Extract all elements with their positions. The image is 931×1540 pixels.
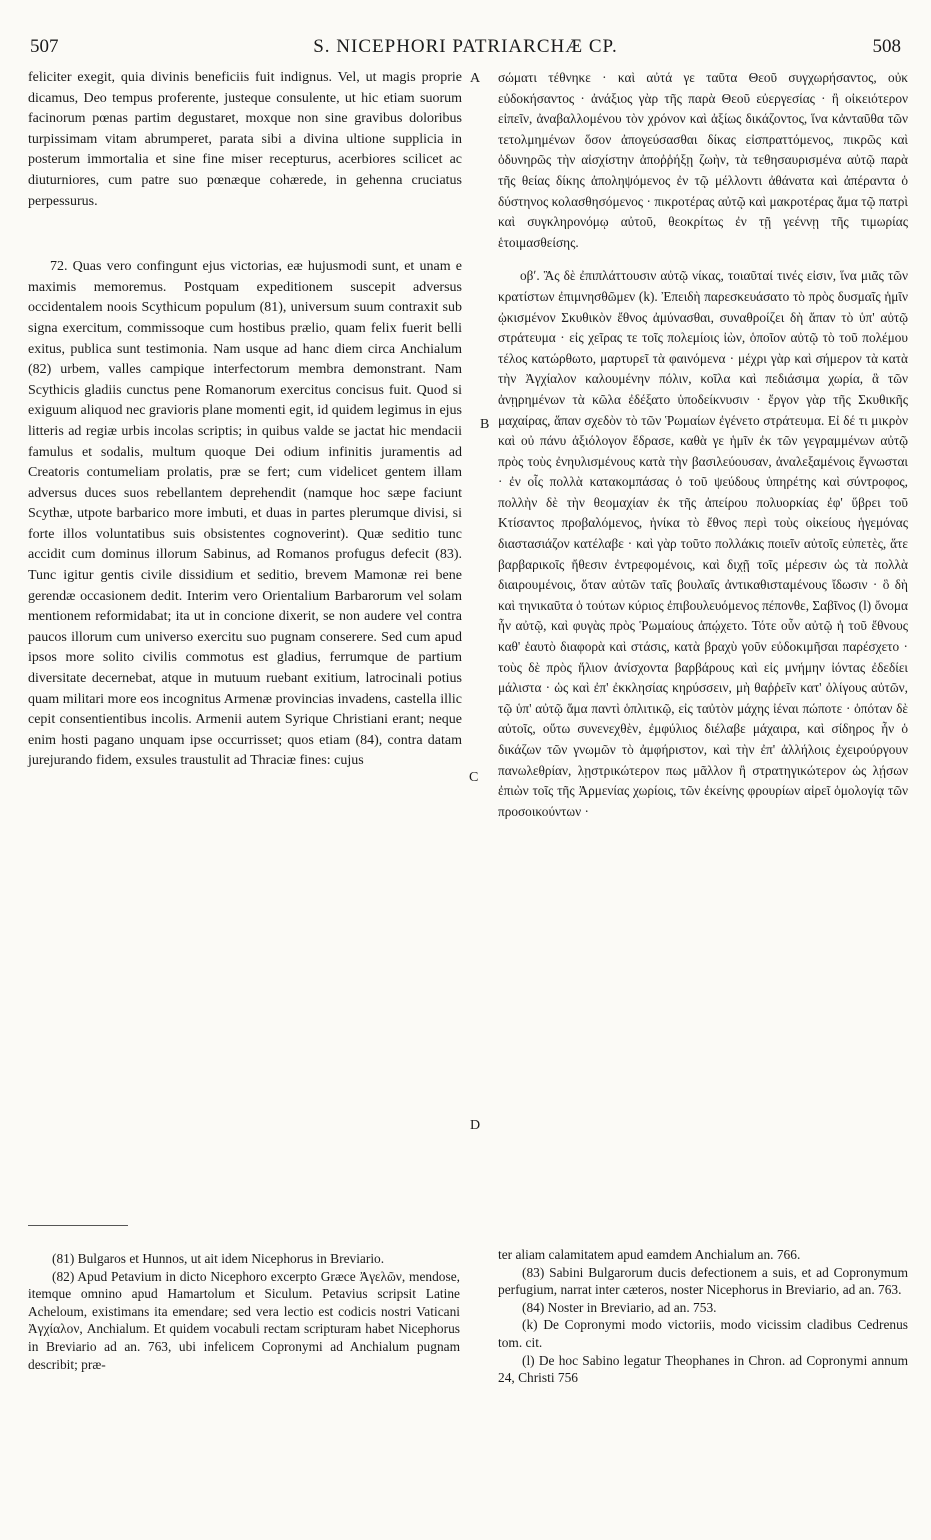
footnote-k: (k) De Copronymi modo victoriis, modo vicissim cladibus Cedrenus tom. cit. [498,1317,908,1350]
page-number-right: 508 [872,36,901,57]
margin-marker-b: B [480,417,490,432]
latin-paragraph-72: 72. Quas vero confingunt ejus victorias, eæ hujusmodi sunt, et unam e maximis memoremus. Postquam expeditionem suscepit adversus occidentalem noois Scythicum populum (81), universum suum contraxit sub signa exercitum, commissoque cum hostibus prælio, quam felix fuerit belli exitus, publica sunt testimonia. Nam usque ad hanc diem circa Anchialum (82) urbem, valles campique interfectorum membra demonstrant. Nam Scythicis gladiis cunctus pene Romanorum exercitus concisus fuit. Quod si exiguum aliquod nec gravioris plane momenti egit, id quidem legimus in ejus litteris ad regiæ urbis incolas scriptis; in quibus valde se jactat hic mendacii famulus et sodalis, multum quoque Dei odium infinitis juramentis ad Creatoris contumeliam prolatis, præ se fert; cum videlicet gentem illam adversus duces suos rebellantem deprehendit (namque hoc sæpe faciunt Scythæ, utpote barbarico more imbuti, et duas in partes plerumque divisi, si forte illos voluntatibus suis obsistentes cognoverint). Quæ seditio tunc accidit cum dominus illorum Sabinus, ad Romanos profugus defecit (83). Tunc igitur gentis civile dissidium et seditio, brevem Mamonæ rei bene gerendæ occasionem dedit. Interim vero Orientalium Barbarorum vel solam mentionem reformidabat; ita ut in concione dixerit, se non audere vel contra paucos illorum cum universo exercitu suo pugnam conserere. Sed cum apud ipsos more solito civilis commotus est gladius, ferrumque de partium diversitate decernebat, atque in mutuum ruebant exitium, latrocinali potius quam militari more eos incognitus Armenæ provincias invadens, castella illic cepit consentientibus incolis. Armenii autem Syrique Christiani erant; neque enim hosti pagano unquam ipse occurrisset; quos etiam (84), contra datam jurejurando fidem, exsules traustulit ad Thraciæ fines: cujus [28,259,462,769]
page-header [30,36,901,66]
margin-marker-a: A [470,71,481,86]
footnote-divider [28,1225,128,1226]
latin-column [28,68,462,772]
running-title: S. NICEPHORI PATRIARCHÆ CP. [313,36,618,57]
page-number-left: 507 [30,36,59,57]
footnote-82: (82) Apud Petavium in dicto Nicephoro excerpto Græce Ἀγελῶν, mendose, itemque omnino apud Hamartolum et Siculum. Petavius scripsit Latine Acheloum, existimans ita emendare; sed vera lectio est codicis nostri Vaticani Ἀγχίαλον, Anchialum. Et quidem vocabuli rectam scripturam habet Nicephorus in Breviario ad an. 763, ubi infelicem Copronymi ad Anchialum pugnam describit; præ- [28,1268,460,1372]
footnote-84: (84) Noster in Breviario, ad an. 753. [522,1299,717,1315]
footnote-83: (83) Sabini Bulgarorum ducis defectionem a suis, et ad Copronymum perfugium, narrat inter cæteros, noster Nicephorus in Breviario, ad an. 763. [498,1264,908,1298]
greek-column [498,68,908,822]
footnotes-right [498,1246,908,1387]
margin-marker-c: C [469,770,479,785]
greek-paragraph-72: οβʹ. Ἃς δὲ ἐπιπλάττουσιν αὐτῷ νίκας, τοιαῦταί τινές εἰσιν, ἵνα μιᾶς τῶν κρατίστων ἐπιμνησθῶμεν (k). Ἐπειδὴ παρεσκευάσατο τὸ πρὸς δυσμαῖς ἡμῖν ᾠκισμένον Σκυθικὸν ἔθνος ἀμύνασθαι, συναθροίζει δὴ ἅπαν τὸ ὑπ' αὐτῷ στράτευμα · εἰς χεῖρας τε τοῖς πολεμίοις ἰὼν, ὁποῖον αὐτῷ τὸ τοῦ πολέμου τέλος κατώρθωτο, μαρτυρεῖ τὰ φαινόμενα · μέχρι γὰρ καὶ σήμερον τὰ κατὰ τὴν Ἀγχίαλον καλουμένην πόλιν, κοῖλα καὶ πεδιάσιμα χωρία, ἃ τῶν ἀνῃρημένων τὰ κῶλα ἐδέξατο ὑποδείκνυσιν · ἔργον γὰρ τῆς Σκυθικῆς μαχαίρας, ἅπαν σχεδὸν τὸ τῶν Ῥωμαίων ἐγένετο στράτευμα. Εἰ δέ τι μικρὸν καὶ οὐ πάνυ ἀξιόλογον ἔδρασε, καθὰ γε ἡμῖν ἐκ τῶν γεγραμμένων αὐτῷ πρὸς τοὺς ἐνηυλισμένους κατὰ τὴν βασιλεύουσαν, ἀναλεξαμένοις ἔγνωσται · ἐν οἷς πολλὰ κατακομπάσας ὁ τοῦ ψεύδους ὑπηρέτης καὶ σύντροφος, πολλὴν δὲ τὴν θεομαχίαν ἐκ τῆς ἀπείρου πολυορκίας ἐφ' ὕβρει τοῦ Κτίσαντος προβαλόμενος, ἡνίκα τὸ ἔθνος περὶ τοὺς οἰκείους ἡγεμόνας διαστασιάζον κατέλαβε · καὶ γὰρ τοῦτο πολλάκις ποιεῖν αὐτοῖς εὐπετὲς, ἅτε βαρβαρικοῖς ἤθεσιν ἐντρεφομένοις, καὶ διχῇ τοῖς μέρεσιν ὡς τὰ πολλὰ διαιρουμένοις, ὅταν αὐτῶν ταῖς βουλαῖς ἀντικαθισταμένους ἴδωσιν · ὃ δὴ καὶ τηνικαῦτα ὁ τούτων κύριος ἐπιβουλευόμενος πέπονθε, Σαβῖνος (l) ὄνομα ἦν αὐτῷ, καὶ φυγὰς πρὸς Ῥωμαίους ἀπῴχετο. Τότε οὖν αὐτῷ ἡ τοῦ ἔθνους καθ' ἑαυτὸ διαφορὰ καὶ στάσις, κατὰ βραχὺ γοῦν εὐδοκιμῆσαι παρέσχετο · τοὺς δὲ πρὸς ἥλιον ἀνίσχοντα βαρβάρους καὶ εἰς μνήμην ἰόντας ἐδεδίει μάλιστα · ὡς καὶ ἐπ' ἐκκλησίας κηρύσσειν, μὴ θαῤῥεῖν κατ' ὀλίγους αὐτῶν, τῷ ὑπ' αὐτῷ ἅμα παντὶ ὁπλιτικῷ, εἰς ταὐτὸν μάχης ἰέναι πώποτε · ὁπόταν δὲ αὐτοῖς, οὕτω συνενεχθὲν, ἐμφύλιος διέλαβε μάχαιρα, καὶ σίδηρος ἦν ὁ δικάζων τῶν γνωμῶν τὸ ἀμφήριστον, καὶ τὴν ἐπ' ἀλλήλοις ἐχειρούργουν πανωλεθρίαν, λῃστρικώτερον πως μᾶλλον ἢ στρατηγικώτερον ὡς λῄσων ἐπιὼν τοῖς τῆς Ἀρμενίας χωρίοις, τῶν ἐκείνης φρουρίων αἱρεῖ ὁμολογίᾳ τῶν προσοικούντων · [498,268,908,819]
footnote-l: (l) De hoc Sabino legatur Theophanes in Chron. ad Copronymi annum 24, Christi 756 [498,1352,908,1386]
footnote-82-continued: ter aliam calamitatem apud eamdem Anchialum an. 766. [498,1247,801,1262]
margin-marker-d: D [470,1118,481,1133]
latin-paragraph-1: feliciter exegit, quia divinis beneficiis fuit indignus. Vel, ut magis proprie dicamus, Deo tempus proferente, justeque consulente, ut hic etiam suorum facinorum pœnas partim degustaret, moxque non sine gravibus doloribus turpissimam vitam abrumperet, parata sibi a divina ultione supplicia in posterum immortalia et sine fine miser recepturus, acerbiores scilicet ac diuturniores, cum patre suo pœnæque cohærede, in gehenna cruciatus perpessurus. [28,70,462,209]
greek-paragraph-1: σώματι τέθνηκε · καὶ αὐτά γε ταῦτα Θεοῦ συγχωρήσαντος, οὐκ εὐδοκήσαντος · ἀνάξιος γὰρ τῆς παρὰ Θεοῦ εὐεργεσίας · ἢ οἰκειότερον εἰπεῖν, ἀναβαλλομένου τὸν χρόνον καὶ ἀξίως δικάζοντος, ἵνα κἀνταῦθα τῶν τετολμημένων ὅσον ἀπογεύσασθαι δίκας εἰσπραττόμενος, πικρῶς καὶ ὀδυνηρῶς τὴν αἰσχίστην ἀποῤῥήξῃ ζωὴν, τὰ τεθησαυρισμένα αὐτῷ παρὰ τῆς θείας δίκης ἀποληψόμενος ἐν τῷ μέλλοντι ἀθάνατα καὶ ἀπέραντα ὁ δύστηνος κολασθησόμενος · πικροτέρας αὐτῷ καὶ μακροτέρας ἅμα τῷ πατρὶ καὶ συγκληρονόμῳ αὐτοῦ, θεοκρίτως ἐν τῇ γεέννῃ τῆς τιμωρίας ἑτοιμασθείσης. [498,70,908,250]
footnote-81: (81) Bulgaros et Hunnos, ut ait idem Nicephorus in Breviario. [52,1251,385,1266]
footnotes-left [28,1250,460,1373]
